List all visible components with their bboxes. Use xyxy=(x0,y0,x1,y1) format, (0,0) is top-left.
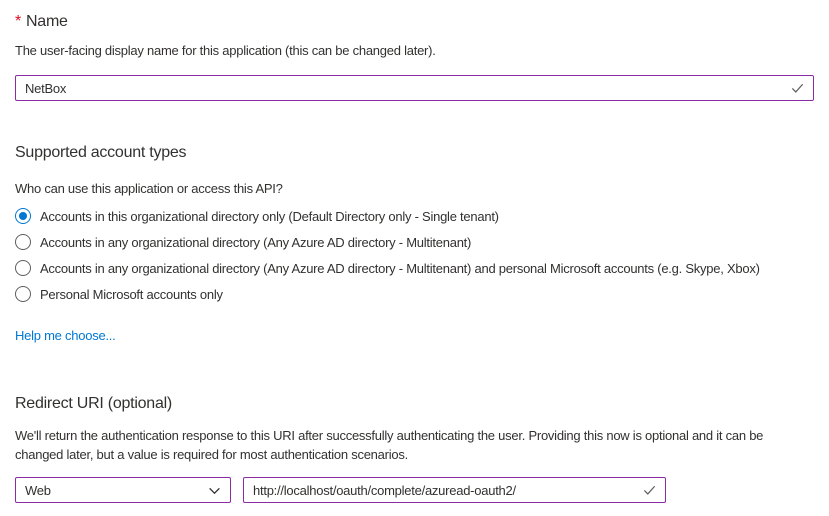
platform-select-value: Web xyxy=(25,482,51,498)
radio-personal-only[interactable] xyxy=(15,281,814,307)
name-title-text: Name xyxy=(25,13,68,30)
radio-unselected-icon xyxy=(15,234,31,250)
radio-multitenant[interactable] xyxy=(15,229,814,255)
help-link-wrap xyxy=(15,327,814,345)
redirect-uri-row xyxy=(15,477,814,503)
help-me-choose-link[interactable]: Help me choose... xyxy=(15,328,116,343)
radio-unselected-icon xyxy=(15,260,31,276)
app-registration-form xyxy=(0,11,829,503)
name-section-title xyxy=(15,11,814,32)
chevron-down-icon xyxy=(208,484,221,497)
checkmark-icon xyxy=(642,483,657,498)
redirect-uri-description: We'll return the authentication response to this URI after successfully authenticating the user. Providing this now is optional and it can be changed later, but a value is required for most authentication scenarios. xyxy=(15,428,764,462)
checkmark-icon xyxy=(790,81,805,96)
required-asterisk: * xyxy=(15,13,21,30)
redirect-uri-title: Redirect URI (optional) xyxy=(15,395,172,412)
redirect-uri-input[interactable] xyxy=(243,477,666,503)
name-input-wrap xyxy=(15,75,814,101)
radio-label: Accounts in any organizational directory (Any Azure AD directory - Multitenant) and personal Microsoft accounts (e.g. Skype, Xbox) xyxy=(40,260,760,276)
platform-select[interactable] xyxy=(15,477,231,503)
radio-label: Personal Microsoft accounts only xyxy=(40,286,223,302)
account-types-question: Who can use this application or access this API? xyxy=(15,181,283,196)
uri-input-wrap xyxy=(243,477,666,503)
radio-single-tenant[interactable] xyxy=(15,203,814,229)
account-types-title: Supported account types xyxy=(15,144,187,161)
name-input[interactable] xyxy=(15,75,814,101)
radio-multitenant-personal[interactable] xyxy=(15,255,814,281)
radio-label: Accounts in any organizational directory (Any Azure AD directory - Multitenant) xyxy=(40,234,472,250)
account-types-radio-group xyxy=(15,203,814,307)
radio-label: Accounts in this organizational directory only (Default Directory only - Single tenant) xyxy=(40,208,499,224)
name-description: The user-facing display name for this application (this can be changed later). xyxy=(15,43,436,58)
radio-selected-icon xyxy=(15,208,31,224)
radio-unselected-icon xyxy=(15,286,31,302)
